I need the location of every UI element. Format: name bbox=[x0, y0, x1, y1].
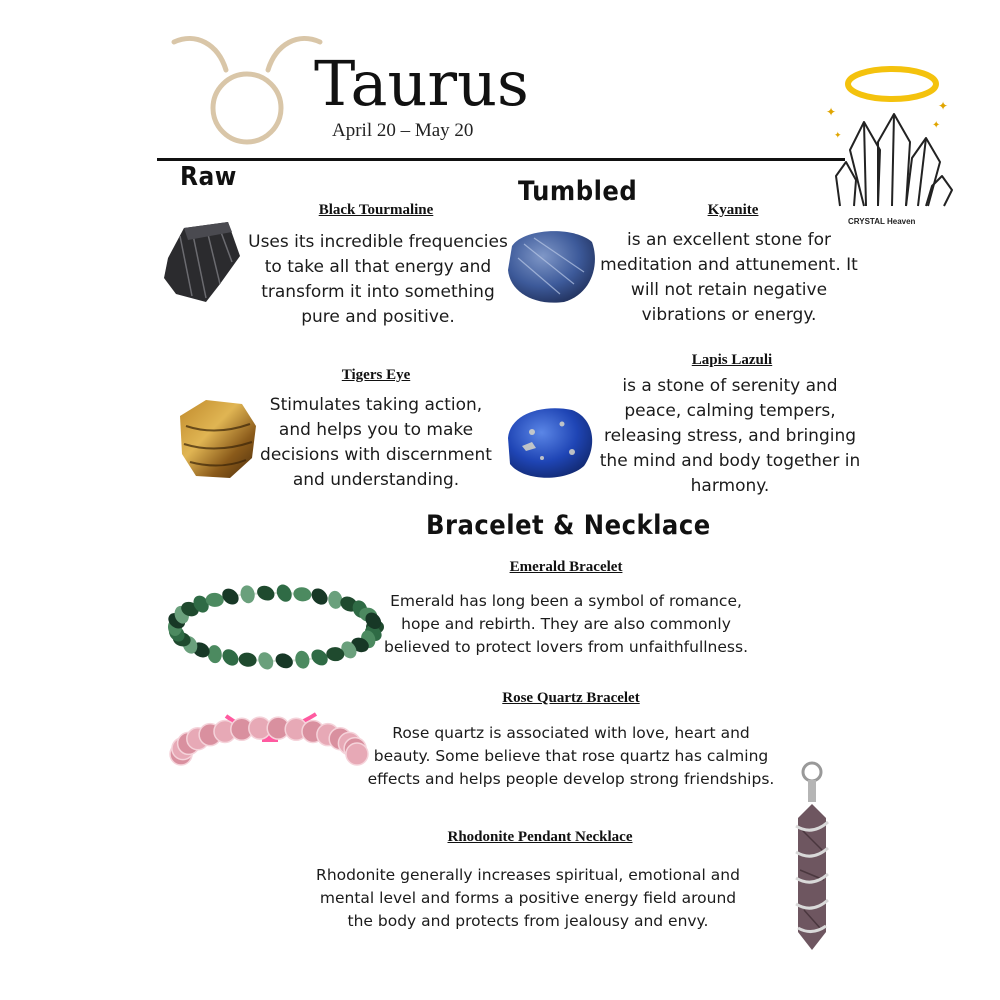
rhodonite-necklace-heading: Rhodonite Pendant Necklace bbox=[447, 829, 633, 845]
black-tourmaline-heading: Black Tourmaline bbox=[318, 202, 434, 218]
lapis-lazuli-text: is a stone of serenity and peace, calming tempers, releasing stress, and bringing the mind and body together in harmony. bbox=[599, 376, 861, 496]
rose-quartz-bead bbox=[346, 743, 368, 765]
emerald-bead bbox=[274, 582, 295, 604]
rhodonite-pendant-image bbox=[782, 760, 842, 960]
black-tourmaline-image bbox=[162, 218, 242, 304]
lapis-lazuli-image bbox=[502, 402, 598, 482]
kyanite-image bbox=[504, 224, 600, 306]
emerald-bead bbox=[219, 646, 242, 669]
brand-logo bbox=[820, 58, 970, 238]
emerald-bracelet-image bbox=[164, 582, 386, 672]
emerald-bead bbox=[273, 651, 295, 671]
tigers-eye-image bbox=[176, 396, 260, 482]
rhodonite-necklace-text: Rhodonite generally increases spiritual, emotional and mental level and forms a positive energy field around the body and protects from jealousy and envy. bbox=[316, 866, 740, 930]
svg-text:✦: ✦ bbox=[826, 105, 837, 119]
taurus-symbol-icon bbox=[168, 30, 328, 150]
tigers-eye-text: Stimulates taking action, and helps you to make decisions with discernment and understanding. bbox=[260, 395, 492, 490]
tigers-eye-heading: Tigers Eye bbox=[341, 367, 411, 383]
emerald-bead bbox=[255, 650, 276, 672]
emerald-bead bbox=[294, 650, 311, 670]
kyanite-text: is an excellent stone for meditation and attunement. It will not retain negative vibrations or energy. bbox=[600, 230, 858, 325]
emerald-bead bbox=[308, 585, 331, 608]
rose-quartz-bracelet-text: Rose quartz is associated with love, heart and beauty. Some believe that rose quartz has calming effects and helps people develop strong friendships. bbox=[367, 724, 775, 788]
page-title: Taurus bbox=[314, 47, 529, 120]
emerald-bracelet-heading: Emerald Bracelet bbox=[509, 559, 623, 575]
emerald-bead bbox=[292, 586, 312, 603]
emerald-bead bbox=[238, 651, 258, 668]
section-jewelry-heading: Bracelet & Necklace bbox=[426, 510, 711, 541]
date-range: April 20 – May 20 bbox=[332, 120, 474, 141]
logo-text: CRYSTAL Heaven bbox=[848, 217, 916, 226]
emerald-bead bbox=[255, 583, 277, 603]
crystal-halo-logo-icon bbox=[820, 58, 970, 238]
emerald-bead bbox=[207, 644, 223, 663]
black-tourmaline-text: Uses its incredible frequencies to take all that energy and transform it into something pure and positive. bbox=[248, 232, 508, 327]
emerald-bead bbox=[239, 584, 256, 605]
header-divider bbox=[157, 158, 845, 161]
rose-quartz-bracelet-heading: Rose Quartz Bracelet bbox=[502, 690, 640, 706]
rose-quartz-bracelet-image bbox=[166, 702, 372, 796]
lapis-lazuli-heading: Lapis Lazuli bbox=[691, 352, 773, 368]
section-tumbled-heading: Tumbled bbox=[518, 176, 638, 207]
svg-text:✦: ✦ bbox=[938, 99, 949, 113]
svg-text:✦: ✦ bbox=[834, 130, 842, 140]
kyanite-heading: Kyanite bbox=[707, 202, 759, 218]
section-raw-heading: Raw bbox=[180, 162, 237, 192]
emerald-bracelet-text: Emerald has long been a symbol of romance, hope and rebirth. They are also commonly believed to protect lovers from unfaithfullness. bbox=[384, 592, 748, 656]
svg-text:✦: ✦ bbox=[932, 120, 941, 131]
emerald-bead bbox=[327, 590, 343, 610]
